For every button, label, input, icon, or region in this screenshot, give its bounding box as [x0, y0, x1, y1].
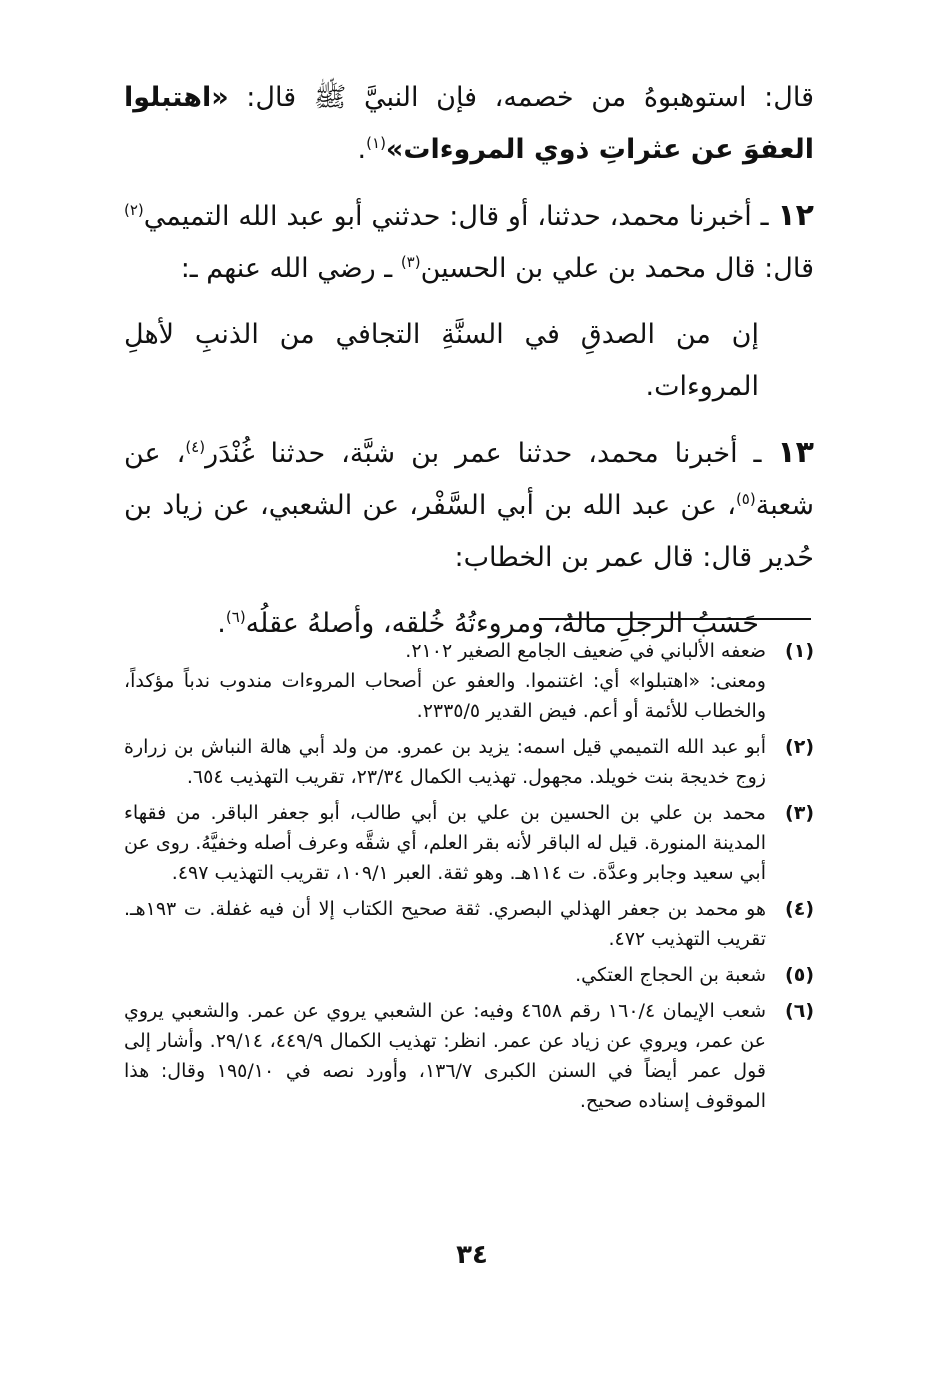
paragraph-1 — [124, 72, 814, 176]
hadith-quote: «اهتبلوا العفوَ عن عثراتِ ذوي المروءات» — [124, 82, 814, 165]
footnote-body — [124, 894, 766, 954]
footnote-ref-5: (٥) — [735, 490, 756, 508]
footnote-number: (٢) — [785, 736, 814, 758]
footnote-paragraph: شعبة بن الحجاج العتكي. — [575, 964, 766, 986]
footnote-2 — [124, 732, 814, 792]
paragraph-13 — [124, 427, 814, 584]
paragraph-12-text-a: ـ أخبرنا محمد، حدثنا، أو قال: حدثني أبو عبد الله التميمي — [143, 201, 778, 232]
footnote-paragraph: هو محمد بن جعفر الهذلي البصري. ثقة صحيح الكتاب إلا أن فيه غفلة. ت ١٩٣هـ. تقريب التهذيب ٤٧٢. — [124, 898, 766, 950]
footnote-6 — [124, 996, 814, 1116]
quote-12: إن من الصدقِ في السنَّةِ التجافي من الذنبِ لأهلِ المروءات. — [124, 319, 759, 402]
footnote-number: (١) — [785, 640, 814, 662]
footnote-4 — [124, 894, 814, 954]
footnote-body — [124, 960, 766, 990]
footnote-body — [124, 636, 766, 726]
footnote-number: (٦) — [785, 1000, 814, 1022]
paragraph-1-end: . — [357, 134, 367, 165]
paragraph-1-text: قال: استوهبوهُ من خصمه، فإن النبيَّ ﷺ قال: — [228, 82, 814, 113]
footnote-number: (٣) — [785, 802, 814, 824]
footnote-body — [124, 996, 766, 1116]
footnote-number: (٥) — [785, 964, 814, 986]
footnote-ref-1: (١) — [366, 134, 386, 152]
footnotes — [124, 636, 814, 1122]
paragraph-13-text-c: ، عن عبد الله بن أبي السَّفْر، عن الشعبي، عن زياد بن حُدير قال: قال عمر بن الخطاب: — [124, 490, 814, 573]
footnote-separator — [539, 618, 811, 620]
footnote-ref-3: (٣) — [400, 253, 421, 271]
footnote-5 — [124, 960, 814, 990]
footnote-ref-6: (٦) — [225, 608, 246, 626]
footnote-body — [124, 798, 766, 888]
footnote-paragraph: شعب الإيمان ١٦٠/٤ رقم ٤٦٥٨ وفيه: عن الشعبي يروي عن عمر. والشعبي يروي عن عمر، ويروي عن زياد عن عمر. انظر: تهذيب الكمال ٤٤٩/٩، ٢٩/١٤. وأشار إلى قول عمر أيضاً في السنن الكبرى ١٣٦/٧، وأورد نصه في ١٩٥/١٠ وقال: هذا الموقوف إسناده صحيح. — [124, 1000, 766, 1112]
footnote-ref-2: (٢) — [124, 201, 144, 219]
paragraph-13-text-a: ـ أخبرنا محمد، حدثنا عمر بن شبَّة، حدثنا غُنْدَر — [205, 438, 778, 469]
main-text — [124, 72, 814, 650]
footnote-paragraph: ومعنى: «اهتبلوا» أي: اغتنموا. والعفو عن أصحاب المروءات مندوب ندباً مؤكداً، والخطاب للأئمة أو أعم. فيض القدير ٢٣٣٥/٥. — [124, 670, 766, 722]
footnote-3 — [124, 798, 814, 888]
footnote-body — [124, 732, 766, 792]
paragraph-13-text-b: ، عن شعبة — [124, 438, 814, 521]
footnote-1 — [124, 636, 814, 726]
page-number: ٣٤ — [456, 1240, 488, 1270]
paragraph-12-text-c: ـ رضي الله عنهم ـ: — [180, 253, 401, 284]
item-number-13: ١٣ — [777, 435, 814, 470]
footnote-ref-4: (٤) — [185, 438, 206, 456]
footnote-paragraph: ضعفه الألباني في ضعيف الجامع الصغير ٢١٠٢. — [405, 640, 766, 662]
quote-13-text: حَسَبُ الرجلِ مالهُ، ومروءتُهُ خُلقه، وأصلهُ عقلُه — [245, 608, 759, 639]
item-number-12: ١٢ — [777, 198, 814, 233]
footnote-number: (٤) — [785, 898, 814, 920]
paragraph-12 — [124, 190, 814, 295]
footnote-paragraph: أبو عبد الله التميمي قيل اسمه: يزيد بن عمرو. من ولد أبي هالة النباش بن زرارة زوج خديجة بنت خويلد. مجهول. تهذيب الكمال ٢٣/٣٤، تقريب التهذيب ٦٥٤. — [124, 736, 766, 788]
footnote-paragraph: محمد بن علي بن الحسين بن علي بن أبي طالب، أبو جعفر الباقر. من فقهاء المدينة المنورة. قيل له الباقر لأنه بقر العلم، أي شقَّه وعرف أصله وخفيَّهُ. روى عن أبي سعيد وجابر وعدَّة. ت ١١٤هـ. وهو ثقة. العبر ١٠٩/١، تقريب التهذيب ٤٩٧. — [124, 802, 766, 884]
quote-13-end: . — [217, 608, 226, 639]
paragraph-12-text-b: قال: قال محمد بن علي بن الحسين — [420, 253, 814, 284]
